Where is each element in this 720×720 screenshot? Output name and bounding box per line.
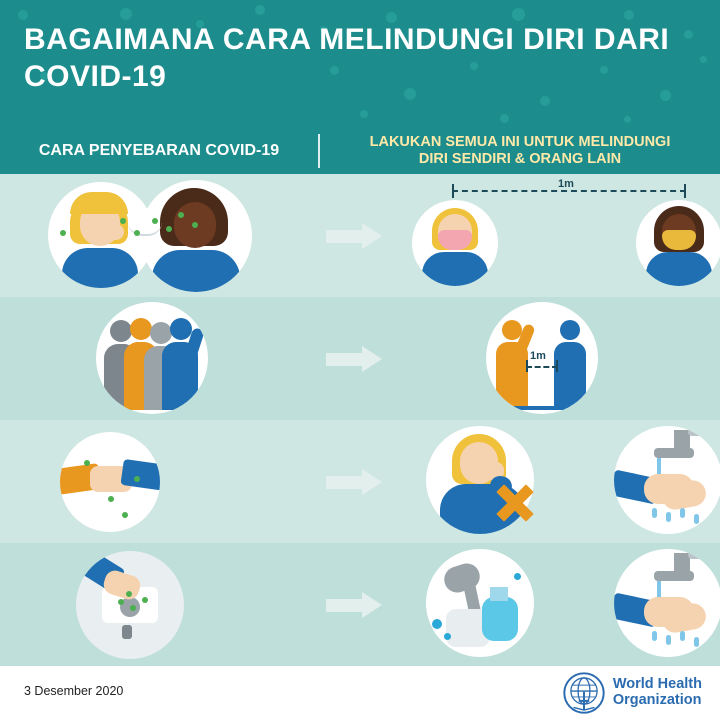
arrow-right-icon (326, 223, 382, 249)
who-wordmark (613, 677, 702, 708)
row-surfaces (0, 543, 720, 666)
row-crowd (0, 297, 720, 420)
who-line2: Organization (612, 692, 702, 708)
crowd-circle (96, 302, 208, 414)
row-handshake (0, 420, 720, 543)
x-mark-icon (494, 482, 536, 524)
page-title: BAGAIMANA CARA MELINDUNGI DIRI DARI COVID-19 (24, 23, 670, 93)
arrow-right-icon (326, 469, 382, 495)
row-surfaces-right-scene (390, 543, 720, 666)
masked-person-left-circle (412, 200, 498, 286)
row-coughing-left-scene (0, 174, 318, 297)
who-logo (563, 672, 605, 714)
arrow-cell-3 (318, 469, 390, 495)
who-branding (563, 672, 702, 714)
subheader-left-label: CARA PENYEBARAN COVID-19 (38, 142, 280, 159)
publication-date: 3 Desember 2020 (24, 684, 124, 698)
handshake-circle (60, 432, 160, 532)
row-handshake-right-scene (390, 420, 720, 543)
row-crowd-left-scene (0, 297, 318, 420)
subheader-right-line1: LAKUKAN SEMUA INI UNTUK MELINDUNGI (369, 134, 671, 151)
wash-hands-soap-circle (614, 549, 720, 657)
row-surfaces-left-scene (0, 543, 318, 666)
subheader-right-label (320, 128, 720, 174)
person-right-circle (140, 180, 252, 292)
arrow-right-icon (326, 592, 382, 618)
row-handshake-left-scene (0, 420, 318, 543)
subheader-bar (0, 128, 720, 174)
distanced-people-circle (486, 302, 598, 414)
distance-label-row2: 1m (530, 350, 546, 362)
subheader-divider (318, 134, 320, 168)
row-crowd-right-scene (390, 297, 720, 420)
row-coughing (0, 174, 720, 297)
distance-label-row1: 1m (558, 178, 574, 190)
masked-person-right-circle (636, 200, 720, 286)
who-line1: World Health (612, 676, 702, 693)
arrow-cell-1 (318, 223, 390, 249)
arrow-right-icon (326, 346, 382, 372)
arrow-cell-4 (318, 592, 390, 618)
rows-container (0, 174, 720, 666)
subheader-right-line2: DIRI SENDIRI & ORANG LAIN (418, 151, 622, 167)
footer (0, 666, 720, 720)
header (0, 0, 720, 128)
arrow-cell-2 (318, 346, 390, 372)
clean-disinfect-circle (426, 549, 534, 657)
wash-hands-water-circle (614, 426, 720, 534)
row-coughing-right-scene (390, 174, 720, 297)
